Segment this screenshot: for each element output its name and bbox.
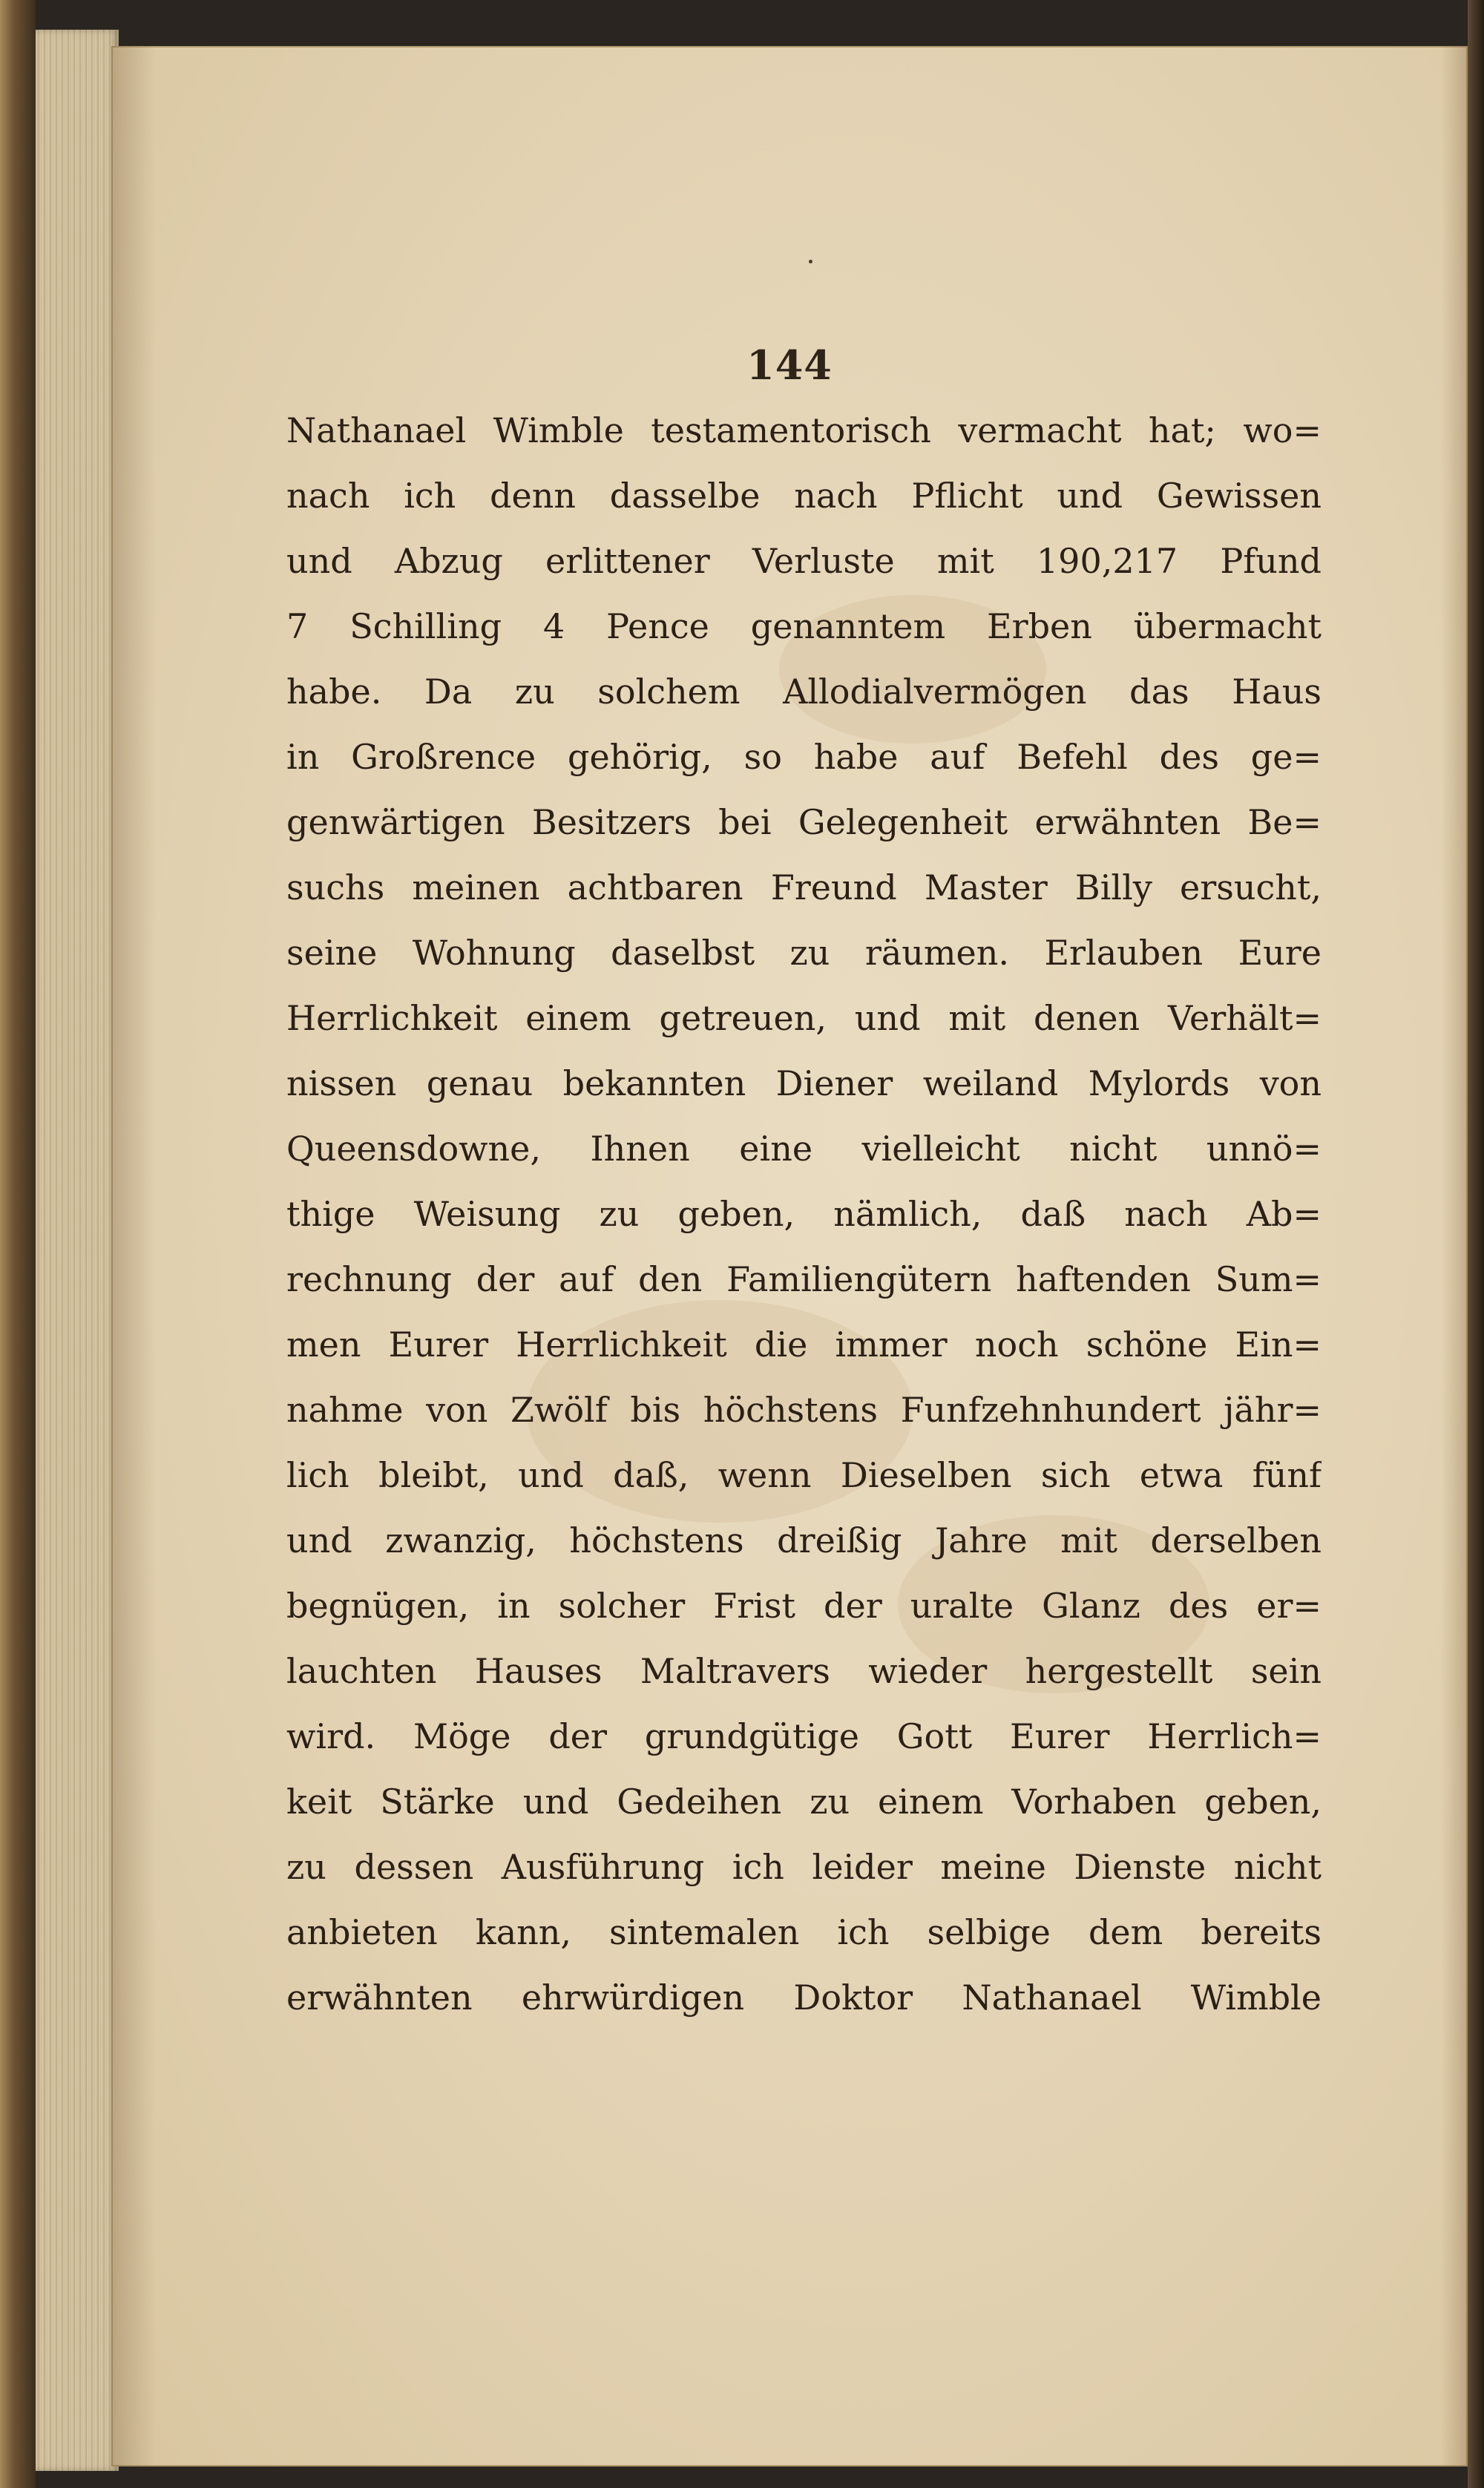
text-line: begnügen, in solcher Frist der uralte Glanz des er= (286, 1586, 1322, 1626)
book-spine (0, 0, 36, 2488)
page-number: 144 (746, 341, 833, 389)
text-line: zu dessen Ausführung ich leider meine Dienste nicht (286, 1847, 1322, 1887)
text-line: men Eurer Herrlichkeit die immer noch schöne Ein= (286, 1325, 1322, 1365)
right-cover-edge (1468, 0, 1484, 2488)
text-line: erwähnten ehrwürdigen Doktor Nathanael Wimble (286, 1977, 1322, 2018)
text-line: und zwanzig, höchstens dreißig Jahre mit derselben (286, 1520, 1322, 1560)
text-line: Herrlichkeit einem getreuen, und mit denen Verhält= (286, 998, 1322, 1038)
text-line: nahme von Zwölf bis höchstens Funfzehnhundert jähr= (286, 1390, 1322, 1430)
ink-speck (809, 260, 812, 263)
text-line: und Abzug erlittener Verluste mit 190,217 Pfund (286, 541, 1322, 581)
text-line: suchs meinen achtbaren Freund Master Billy ersucht, (286, 867, 1322, 907)
text-line: lich bleibt, und daß, wenn Dieselben sich etwa fünf (286, 1455, 1322, 1495)
text-line: thige Weisung zu geben, nämlich, daß nach Ab= (286, 1194, 1322, 1234)
body-text (286, 398, 1322, 2030)
text-line: wird. Möge der grundgütige Gott Eurer Herrlich= (286, 1716, 1322, 1756)
text-line: habe. Da zu solchem Allodialvermögen das Haus (286, 672, 1322, 712)
text-line: nissen genau bekannten Diener weiland Mylords von (286, 1063, 1322, 1103)
text-line: nach ich denn dasselbe nach Pflicht und Gewissen (286, 476, 1322, 516)
text-line: Queensdowne, Ihnen eine vielleicht nicht unnö= (286, 1129, 1322, 1169)
text-line: rechnung der auf den Familiengütern haftenden Sum= (286, 1259, 1322, 1299)
text-line: 7 Schilling 4 Pence genanntem Erben übermacht (286, 606, 1322, 646)
text-line: keit Stärke und Gedeihen zu einem Vorhaben geben, (286, 1782, 1322, 1822)
text-line: in Großrence gehörig, so habe auf Befehl des ge= (286, 737, 1322, 777)
text-line: lauchten Hauses Maltravers wieder hergestellt sein (286, 1651, 1322, 1691)
page-edges (36, 30, 119, 2471)
text-line: anbieten kann, sintemalen ich selbige dem bereits (286, 1912, 1322, 1952)
text-line: seine Wohnung daselbst zu räumen. Erlauben Eure (286, 933, 1322, 973)
text-line: Nathanael Wimble testamentorisch vermacht hat; wo= (286, 410, 1322, 450)
text-line: genwärtigen Besitzers bei Gelegenheit erwähnten Be= (286, 802, 1322, 842)
